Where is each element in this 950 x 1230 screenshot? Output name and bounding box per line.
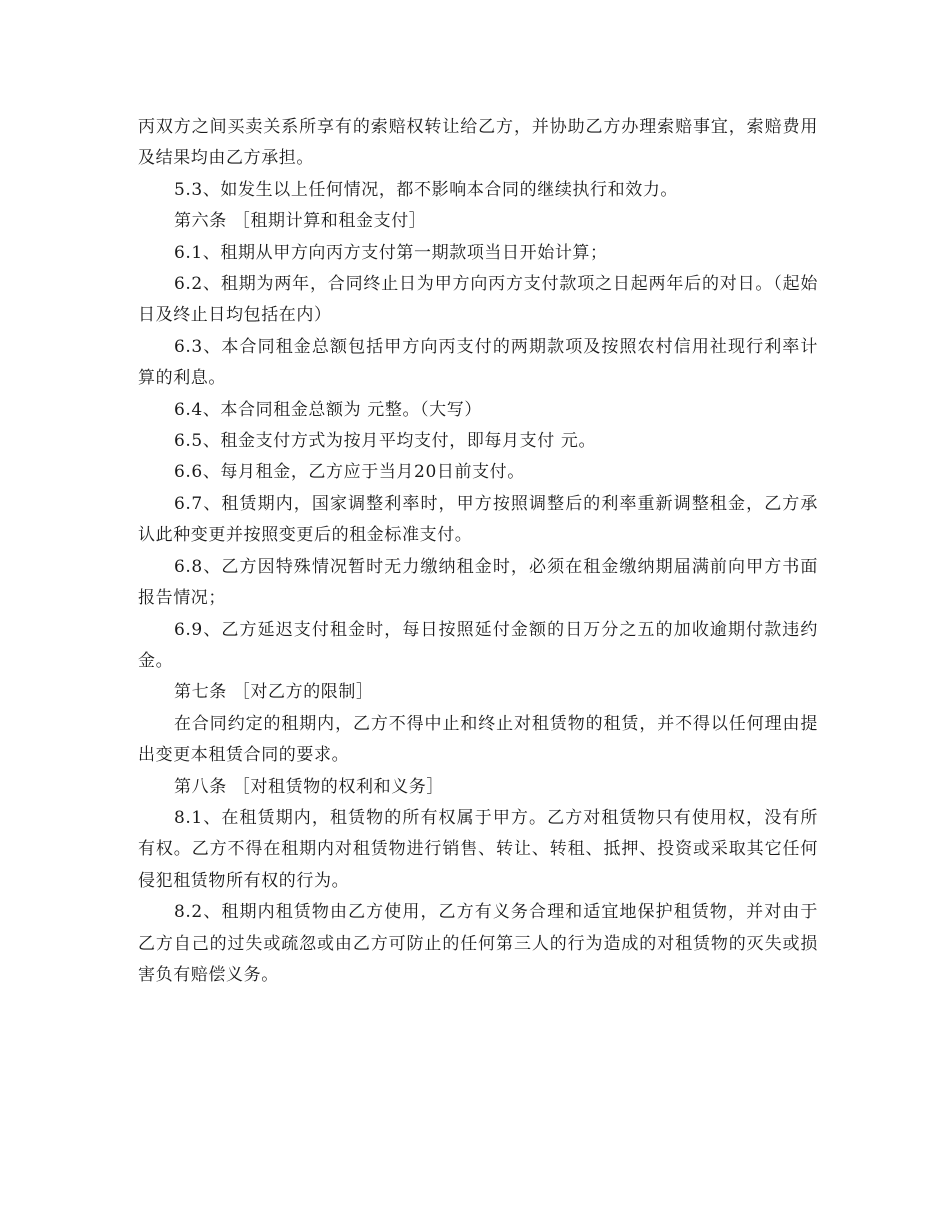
paragraph-16: 8.2、租期内租赁物由乙方使用，乙方有义务合理和适宜地保护租赁物，并对由于乙方自己的过失或疏忽或由乙方可防止的任何第三人的行为造成的对租赁物的灭失或损害负有赔偿义务。 [138,902,818,985]
section-heading-article-6: 第六条 ［租期计算和租金支付］ [174,211,427,232]
paragraph-15: 8.1、在租赁期内，租赁物的所有权属于甲方。乙方对租赁物只有使用权，没有所有权。乙方不得在租期内对租赁物进行销售、转让、转租、抵押、投资或采取其它任何侵犯租赁物所有权的行为。 [138,807,818,891]
paragraph-6: 6.4、本合同租金总额为 元整。（大写） [174,399,482,420]
paragraph-0: 丙双方之间买卖关系所享有的索赔权转让给乙方，并协助乙方办理索赔事宜，索赔费用及结果均由乙方承担。 [138,117,818,169]
paragraph-10: 6.8、乙方因特殊情况暂时无力缴纳租金时，必须在租金缴纳期届满前向甲方书面报告情况； [138,556,818,609]
paragraph-5: 6.3、本合同租金总额包括甲方向丙支付的两期款项及按照农村信用社现行利率计算的利息。 [138,336,818,389]
paragraph-1: 5.3、如发生以上任何情况，都不影响本合同的继续执行和效力。 [174,179,679,200]
paragraph-7: 6.5、租金支付方式为按月平均支付，即每月支付 元。 [174,431,597,452]
paragraph-4: 6.2、租期为两年，合同终止日为甲方向丙方支付款项之日起两年后的对日。（起始日及终止日均包括在内） [138,274,818,326]
paragraph-13: 在合同约定的租期内，乙方不得中止和终止对租赁物的租赁，并不得以任何理由提出变更本租赁合同的要求。 [138,713,818,766]
paragraph-9: 6.7、租赁期内，国家调整利率时，甲方按照调整后的利率重新调整租金，乙方承认此种变更并按照变更后的租金标准支付。 [138,493,818,546]
document-page [138,112,818,991]
paragraph-3: 6.1、租期从甲方向丙方支付第一期款项当日开始计算； [174,242,608,263]
paragraph-11: 6.9、乙方延迟支付租金时，每日按照延付金额的日万分之五的加收逾期付款违约金。 [138,619,818,671]
section-heading-article-8: 第八条 ［对租赁物的权利和义务］ [174,776,445,797]
paragraph-8: 6.6、每月租金，乙方应于当月20日前支付。 [174,462,525,483]
section-heading-article-7: 第七条 ［对乙方的限制］ [174,682,374,703]
